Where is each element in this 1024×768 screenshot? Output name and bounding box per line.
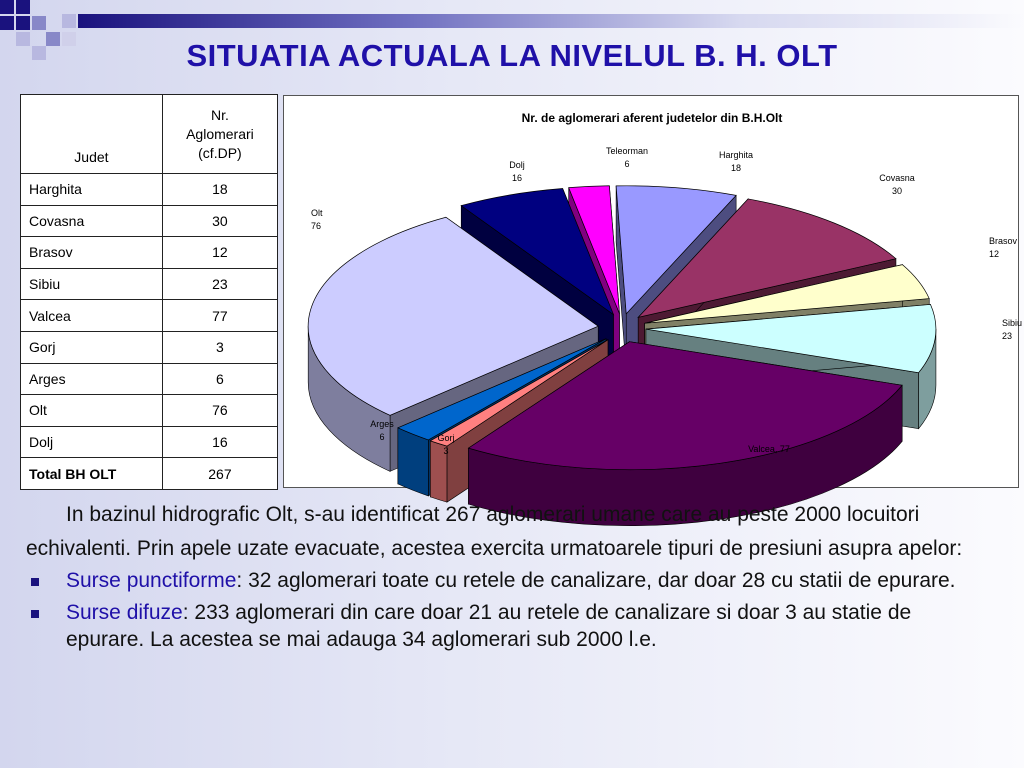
data-label-brasov: 12 [989, 249, 1000, 259]
deco-square [16, 0, 30, 14]
cell-nr: 30 [162, 205, 277, 237]
table-row [21, 205, 278, 237]
data-label-teleorman: 6 [624, 159, 630, 169]
cell-nr: 16 [162, 426, 277, 458]
deco-square [0, 16, 14, 30]
table-row [21, 363, 278, 395]
table-row [21, 395, 278, 427]
column-header-nr: Nr. Aglomerari (cf.DP) [162, 95, 277, 174]
cell-judet: Dolj [21, 426, 163, 458]
data-label-harghita: Harghita [718, 150, 754, 160]
deco-square [62, 14, 76, 28]
cell-nr: 6 [162, 363, 277, 395]
data-label-covasna: Covasna [879, 173, 915, 183]
cell-nr: 76 [162, 395, 277, 427]
table-row [21, 300, 278, 332]
pie-chart [284, 96, 1023, 489]
intro-paragraph: In bazinul hidrografic Olt, s-au identificat 267 aglomerari umane care au peste 2000 locuitori echivalenti. Prin apele uzate evacuate, acestea exercita urmatoarele tipuri de presiuni asupra apelor: [26, 503, 963, 560]
data-label-teleorman: Teleorman [605, 146, 649, 156]
cell-judet: Covasna [21, 205, 163, 237]
list-item [26, 599, 986, 653]
cell-judet: Arges [21, 363, 163, 395]
list-item [26, 567, 986, 594]
page-title: SITUATIA ACTUALA LA NIVELUL B. H. OLT [186, 38, 838, 73]
cell-nr: 77 [162, 300, 277, 332]
square-bullet-icon [31, 610, 39, 618]
data-label-gorj: Gorj [437, 433, 455, 443]
table-row [21, 268, 278, 300]
data-label-arges: 6 [379, 432, 385, 442]
deco-square [16, 16, 30, 30]
cell-judet: Olt [21, 395, 163, 427]
data-label-olt: 76 [311, 221, 322, 231]
chart-title: Nr. de aglomerari aferent judetelor din B.H.Olt [521, 111, 783, 125]
cell-total-label: Total BH OLT [21, 458, 163, 490]
square-bullet-icon [31, 578, 39, 586]
header-bar [78, 14, 1024, 28]
cell-judet: Harghita [21, 174, 163, 206]
data-label-sibiu: 23 [1002, 331, 1013, 341]
deco-square [32, 16, 46, 30]
table-row [21, 237, 278, 269]
aglomerari-table [20, 94, 278, 490]
cell-nr: 12 [162, 237, 277, 269]
cell-judet: Valcea [21, 300, 163, 332]
data-label-dolj: Dolj [509, 160, 525, 170]
table-total-row [21, 458, 278, 490]
data-label-covasna: 30 [891, 186, 903, 196]
pie-chart-panel [283, 95, 1023, 488]
cell-judet: Gorj [21, 331, 163, 363]
bullet-label: Surse punctiforme [66, 569, 237, 592]
bullet-list [26, 567, 986, 653]
table-header-row [21, 95, 278, 174]
data-label-brasov: Brasov [989, 236, 1018, 246]
cell-nr: 23 [162, 268, 277, 300]
cell-total-value: 267 [162, 458, 277, 490]
data-label-sibiu: Sibiu [1002, 318, 1023, 328]
data-label-arges: Arges [370, 419, 394, 429]
table-row [21, 174, 278, 206]
cell-judet: Sibiu [21, 268, 163, 300]
cell-judet: Brasov [21, 237, 163, 269]
data-label-harghita: 18 [730, 163, 742, 173]
body-text [26, 498, 986, 658]
data-label-gorj: 3 [443, 446, 449, 456]
bullet-text: : 233 aglomerari din care doar 21 au retele de canalizare si doar 3 au statie de epurare. La acestea se mai adauga 34 aglomerari sub 2000 l.e. [66, 601, 912, 651]
bullet-label: Surse difuze [66, 601, 183, 624]
cell-nr: 18 [162, 174, 277, 206]
cell-nr: 3 [162, 331, 277, 363]
column-header-judet: Judet [21, 95, 163, 174]
table-row [21, 331, 278, 363]
deco-square [0, 0, 14, 14]
data-label-valcea: Valcea, 77 [748, 444, 790, 454]
data-label-olt: Olt [311, 208, 323, 218]
table-row [21, 426, 278, 458]
bullet-text: : 32 aglomerari toate cu retele de canalizare, dar doar 28 cu statii de epurare. [236, 569, 956, 592]
data-label-dolj: 16 [511, 173, 523, 183]
